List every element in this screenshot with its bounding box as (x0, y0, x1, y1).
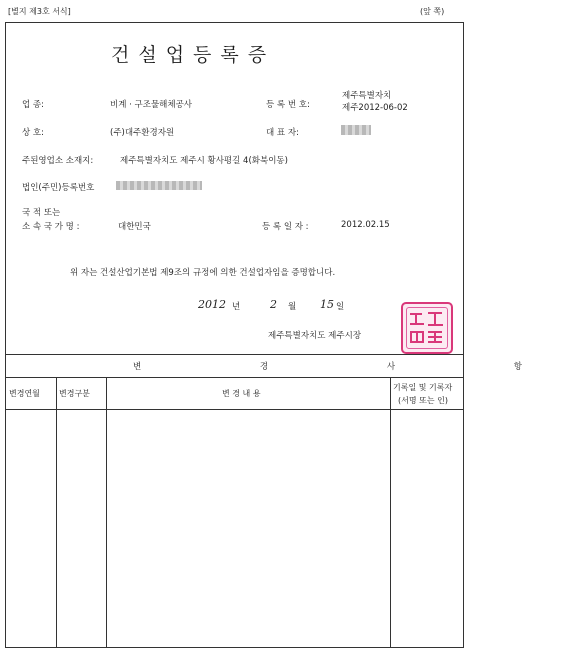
reg-date-value: 2012.02.15 (341, 220, 390, 230)
col-separator-2 (106, 377, 107, 648)
office-value: 제주특별자치도 제주시 황사평길 4(화북이동) (120, 156, 288, 166)
col-change-date: 변경연월 (9, 389, 40, 398)
redacted-ceo-name (341, 125, 371, 135)
section-divider (5, 354, 464, 355)
col-change-content: 변 경 내 용 (222, 389, 261, 398)
form-number: [별지 제3호 서식] (8, 7, 71, 16)
redacted-corp-no (116, 181, 202, 190)
reg-no-value-line2: 제주2012-06-02 (342, 103, 408, 113)
company-value: (주)대주환경자원 (110, 128, 175, 138)
changes-title-rule (5, 377, 464, 378)
col-separator-3 (390, 377, 391, 648)
handwritten-day: 15 (320, 298, 334, 311)
reg-no-value-line1: 제주특별자치 (342, 91, 392, 101)
certification-statement: 위 자는 건설산업기본법 제9조의 규정에 의한 건설업자임을 증명합니다. (70, 268, 336, 278)
col-recorder-line1: 기록일 및 기록자 (393, 383, 453, 392)
year-unit: 년 (232, 302, 241, 312)
nationality-label-line1: 국 적 또는 (22, 208, 61, 218)
nationality-label-line2: 소 속 국 가 명 : (22, 222, 80, 232)
month-unit: 월 (288, 302, 297, 312)
official-seal-icon (401, 302, 453, 354)
office-label: 주된영업소 소재지: (22, 156, 94, 166)
corp-no-label: 법인(주민)등록번호 (22, 183, 95, 193)
certificate-frame (5, 22, 464, 648)
company-label: 상 호: (22, 128, 44, 138)
col-separator-1 (56, 377, 57, 648)
document-title: 건설업등록증 (111, 44, 276, 66)
issuer-name: 제주특별자치도 제주시장 (268, 331, 362, 341)
col-change-type: 변경구분 (59, 389, 90, 398)
day-unit: 일 (336, 302, 345, 312)
reg-no-label: 등 록 번 호: (266, 100, 310, 110)
nationality-value: 대한민국 (118, 222, 151, 232)
reg-date-label: 등 록 일 자 : (262, 222, 309, 232)
front-side-label: (앞 쪽) (420, 7, 445, 16)
ceo-label: 대 표 자: (266, 128, 299, 138)
changes-section-title: 변 경 사 항 (133, 362, 580, 372)
changes-header-rule (5, 409, 464, 410)
trade-label: 업 종: (22, 100, 44, 110)
trade-value: 비계 · 구조물해체공사 (110, 100, 193, 110)
col-recorder-line2: (서명 또는 인) (398, 396, 448, 405)
handwritten-year: 2012 (198, 298, 226, 311)
handwritten-month: 2 (270, 298, 277, 311)
